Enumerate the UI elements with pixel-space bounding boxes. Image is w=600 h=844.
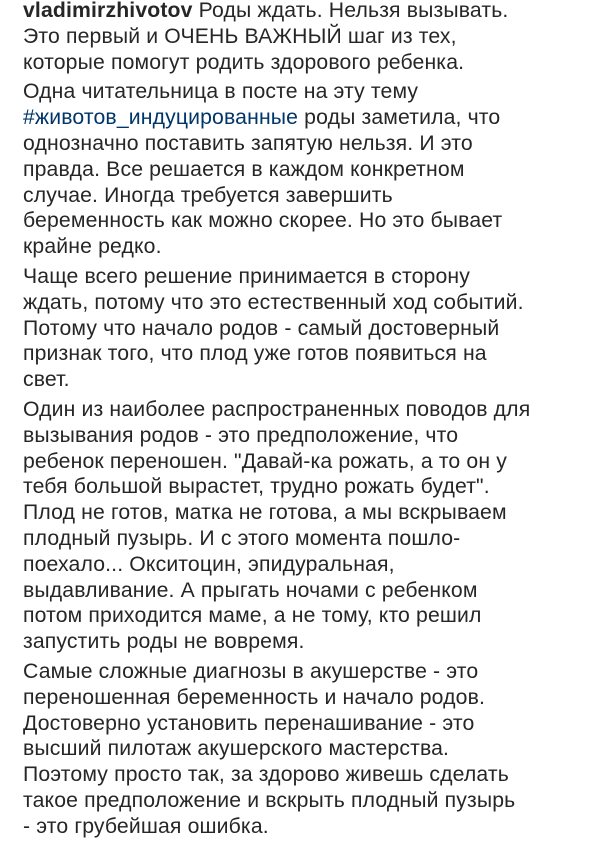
caption-line: Плод не готов, матка не готова, а мы вскрываем <box>23 501 507 525</box>
caption-line: выдавливание. А прыгать ночами с ребенком <box>23 578 478 602</box>
caption-line: Самые сложные диагнозы в акушерстве - это <box>23 659 479 683</box>
post-caption <box>23 0 593 844</box>
caption-line: потом приходится маме, а не тому, кто решил <box>23 604 482 628</box>
caption-paragraph-5 <box>23 659 593 840</box>
caption-paragraph-3 <box>23 264 593 393</box>
caption-line: Поэтому просто так, за здорово живешь сделать <box>23 763 509 787</box>
caption-line: переношенная беременность и начало родов. <box>23 685 486 709</box>
caption-line: такое предположение и вскрыть плодный пузырь <box>23 788 516 812</box>
caption-line: которые помогут родить здорового ребенка. <box>23 50 465 74</box>
caption-paragraph-1 <box>23 0 593 75</box>
caption-line: высший пилотаж акушерского мастерства. <box>23 737 450 761</box>
caption-line: случае. Иногда требуется завершить <box>23 183 393 207</box>
caption-line: запустить роды не вовремя. <box>23 630 305 654</box>
caption-line: Одна читательница в посте на эту тему <box>23 80 419 104</box>
caption-line: вызывания родов - это предположение, что <box>23 423 459 447</box>
caption-line <box>23 105 593 131</box>
caption-line: Достоверно установить перенашивание - это <box>23 711 475 735</box>
caption-line: плодный пузырь. И с этого момента пошло- <box>23 526 461 550</box>
caption-line <box>23 0 593 24</box>
caption-text: Роды ждать. Нельзя вызывать. <box>198 0 509 22</box>
caption-line: правда. Все решается в каждом конкретном <box>23 157 465 181</box>
caption-line: свет. <box>23 368 70 392</box>
caption-line: крайне редко. <box>23 235 162 259</box>
caption-text: роды заметила, что <box>304 106 501 130</box>
username-link[interactable]: vladimirzhivotov <box>23 0 193 22</box>
caption-line: ребенок переношен. "Давай-ка рожать, а то он у <box>23 449 507 473</box>
hashtag-link[interactable]: #животов_индуцированные <box>23 106 299 130</box>
caption-line: признак того, что плод уже готов появиться на <box>23 342 487 366</box>
caption-paragraph-4 <box>23 397 593 655</box>
caption-line: Потому что начало родов - самый достоверный <box>23 316 500 340</box>
caption-line: Один из наиболее распространенных поводов для <box>23 397 531 421</box>
caption-paragraph-2 <box>23 79 593 260</box>
caption-line: ждать, потому что это естественный ход событий. <box>23 290 524 314</box>
caption-line: тебя большой вырастет, трудно рожать будет". <box>23 475 490 499</box>
caption-line: беременность как можно скорее. Но это бывает <box>23 209 503 233</box>
caption-line: поехало... Окситоцин, эпидуральная, <box>23 552 395 576</box>
caption-line: Чаще всего решение принимается в сторону <box>23 264 470 288</box>
caption-line: Это первый и ОЧЕНЬ ВАЖНЫЙ шаг из тех, <box>23 24 457 48</box>
caption-line: однозначно поставить запятую нельзя. И это <box>23 131 473 155</box>
caption-line: - это грубейшая ошибка. <box>23 814 269 838</box>
